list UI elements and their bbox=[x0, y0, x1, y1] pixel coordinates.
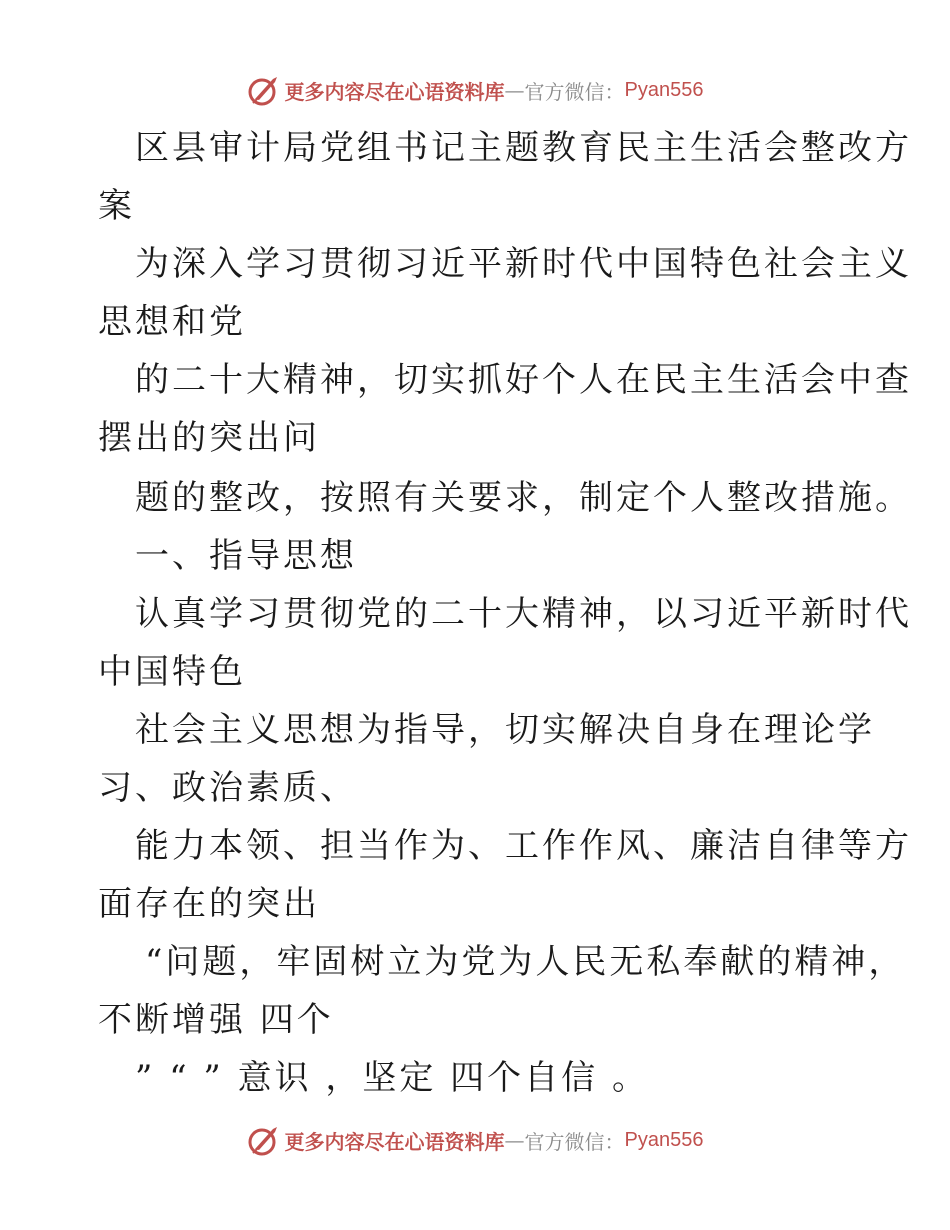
document-title-line-1: 区县审计局党组书记主题教育民主生活会整改方 bbox=[135, 128, 912, 168]
paragraph-2-line-8: 不断增强 四个 bbox=[98, 1000, 334, 1040]
official-label: 官方微信： bbox=[524, 1129, 625, 1154]
paragraph-1-line-2: 思想和党 bbox=[98, 302, 246, 342]
brand-text: 更多内容尽在心语资料库 bbox=[284, 1129, 505, 1154]
brand-dash: — bbox=[504, 78, 525, 102]
paragraph-2-line-7: “问题，牢固树立为党为人民无私奉献的精神， bbox=[145, 942, 906, 982]
official-label: 官方微信： bbox=[524, 79, 625, 104]
section-1-heading: 一、指导思想 bbox=[135, 536, 357, 576]
paragraph-2-line-2: 中国特色 bbox=[98, 652, 246, 692]
paragraph-1-line-4: 摆出的突出问 bbox=[98, 418, 320, 458]
paragraph-2-line-1: 认真学习贯彻党的二十大精神，以习近平新时代 bbox=[135, 594, 912, 634]
document-title-line-2: 案 bbox=[98, 186, 135, 226]
quill-logo-icon bbox=[247, 73, 281, 107]
paragraph-2-line-4: 习、政治素质、 bbox=[98, 768, 357, 808]
header-watermark-banner bbox=[0, 70, 950, 110]
paragraph-1-line-1: 为深入学习贯彻习近平新时代中国特色社会主义 bbox=[135, 244, 912, 284]
paragraph-2-line-6: 面存在的突出 bbox=[98, 884, 320, 924]
footer-watermark-banner bbox=[0, 1120, 950, 1160]
brand-text: 更多内容尽在心语资料库 bbox=[284, 79, 505, 104]
paragraph-1-line-5: 题的整改，按照有关要求，制定个人整改措施。 bbox=[135, 478, 912, 518]
paragraph-2-line-9: ” “ ” 意识 ，坚定 四个自信 。 bbox=[135, 1058, 649, 1098]
brand-dash: — bbox=[504, 1128, 525, 1152]
paragraph-1-line-3: 的二十大精神，切实抓好个人在民主生活会中查 bbox=[135, 360, 912, 400]
wechat-handle: Pyan556 bbox=[624, 78, 704, 101]
paragraph-2-line-5: 能力本领、担当作为、工作作风、廉洁自律等方 bbox=[135, 826, 912, 866]
paragraph-2-line-3: 社会主义思想为指导，切实解决自身在理论学 bbox=[135, 710, 875, 750]
quill-logo-icon bbox=[247, 1123, 281, 1157]
wechat-handle: Pyan556 bbox=[624, 1128, 704, 1151]
